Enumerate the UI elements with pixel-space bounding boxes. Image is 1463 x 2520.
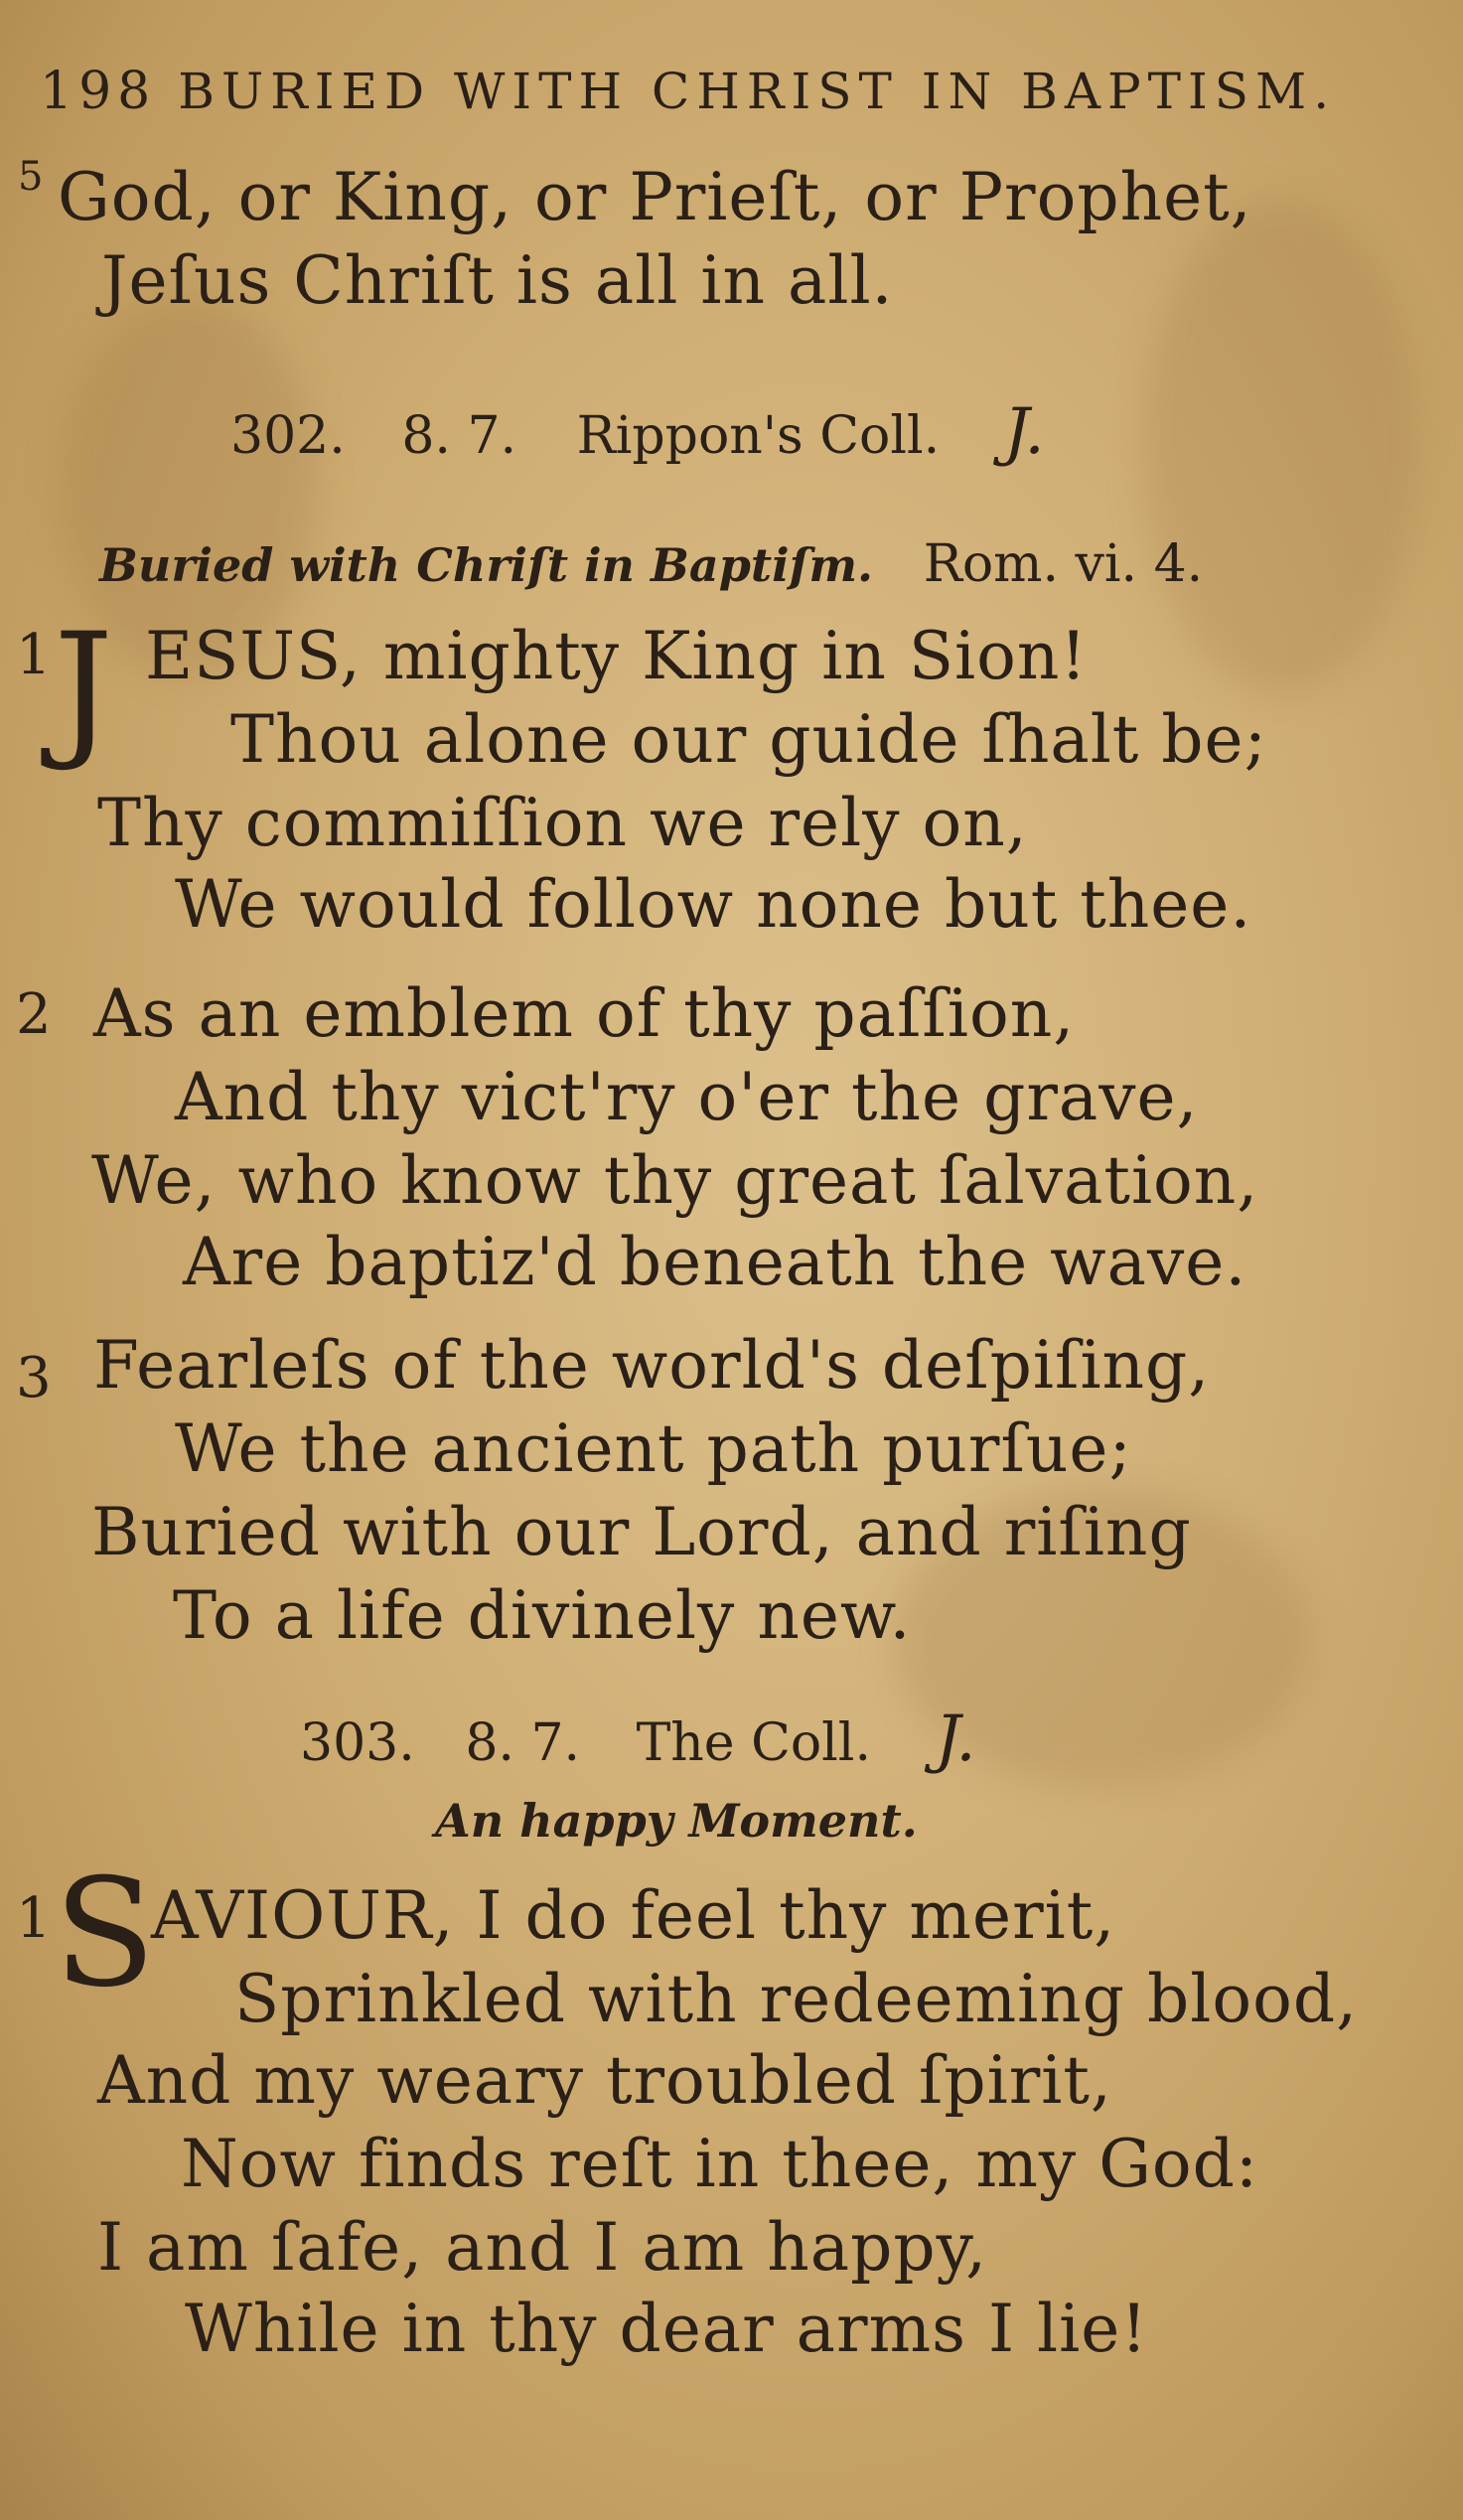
hymn-number: 302.	[230, 406, 346, 466]
verse-number: 3	[16, 1346, 52, 1410]
hymn-meter: 8. 7.	[465, 1713, 581, 1773]
running-title: BURIED WITH CHRIST IN BAPTISM.	[178, 63, 1337, 120]
verse-line: As an emblem of thy paſſion,	[93, 975, 1076, 1052]
paper-stain	[1142, 199, 1420, 695]
scripture-reference: Rom. vi. 4.	[923, 534, 1204, 594]
verse-line: We, who know thy great ſalvation,	[91, 1142, 1259, 1219]
verse-number: 1	[16, 623, 52, 687]
hymn-title-text: Buried with Chriſt in Baptiſm.	[99, 538, 874, 592]
verse-line: Sprinkled with redeeming blood,	[234, 1961, 1359, 2037]
verse-line: ESUS, mighty King in Sion!	[145, 618, 1088, 694]
verse-line: And my weary troubled ſpirit,	[97, 2042, 1112, 2119]
verse-line: Buried with our Lord, and riſing	[91, 1494, 1192, 1570]
verse-line: Jeſus Chriſt is all in all.	[101, 242, 894, 319]
running-header	[40, 62, 1336, 121]
verse-line: I am ſafe, and I am happy,	[97, 2209, 988, 2286]
hymn-source: The Coll.	[636, 1713, 871, 1773]
page-number: 198	[40, 62, 157, 121]
verse-line: And thy vict'ry o'er the grave,	[175, 1059, 1199, 1135]
hymn-source: Rippon's Coll.	[576, 406, 941, 466]
verse-number: 5	[18, 154, 44, 200]
hymn-title	[435, 1794, 918, 1848]
verse-line: While in thy dear arms I lie!	[185, 2291, 1148, 2367]
drop-cap: S	[54, 1848, 156, 2020]
verse-number: 2	[16, 982, 52, 1047]
verse-line: God, or King, or Prieſt, or Prophet,	[58, 159, 1252, 235]
verse-line: AVIOUR, I do feel thy merit,	[151, 1877, 1116, 1954]
tune-mark: J.	[1003, 395, 1045, 469]
verse-line: We the ancient path purſue;	[175, 1410, 1132, 1487]
drop-cap: J	[54, 602, 114, 775]
verse-line: Fearleſs of the world's deſpiſing,	[93, 1327, 1211, 1404]
hymn-title	[99, 534, 1203, 594]
tune-mark: J.	[935, 1703, 976, 1776]
verse-line: Are baptiz'd beneath the wave.	[183, 1224, 1247, 1300]
hymn-title-text: An happy Moment.	[435, 1794, 918, 1848]
hymn-heading	[300, 1703, 976, 1776]
verse-line: Now finds reſt in thee, my God:	[181, 2126, 1259, 2202]
verse-line: Thou alone our guide ſhalt be;	[230, 701, 1267, 778]
hymn-number: 303.	[300, 1713, 415, 1773]
verse-number: 1	[16, 1886, 52, 1951]
verse-line: To a life divinely new.	[173, 1577, 912, 1654]
verse-line: We would follow none but thee.	[175, 866, 1252, 943]
hymn-heading	[230, 395, 1045, 469]
verse-line: Thy commiſſion we rely on,	[97, 785, 1028, 861]
hymn-meter: 8. 7.	[401, 406, 517, 466]
